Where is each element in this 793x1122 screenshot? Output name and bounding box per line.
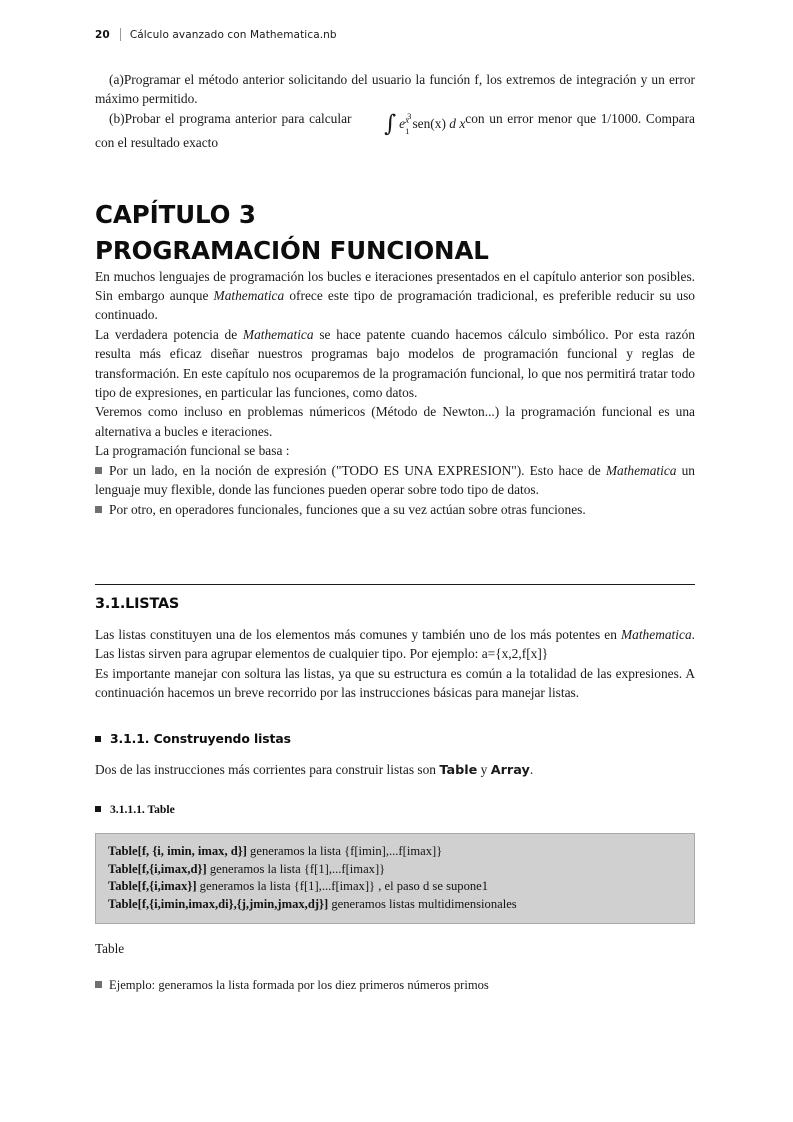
square-bullet-icon [95,506,102,513]
basis-bullet-2 [95,500,695,519]
integrand-base: e [399,115,406,131]
square-bullet-icon [95,981,102,988]
integral-upper-limit: 3 [407,110,412,121]
sec-p1-part1: Las listas constituyen una de los elementos más comunes y también uno de los más potentes en [95,626,621,642]
basis-b1-part1: Por un lado, en la noción de expresión ("TODO ES UNA EXPRESION"). Esto hace de [109,462,606,478]
basis-b1-part2: un lenguaje muy flexible, donde las funciones pueden operar sobre todo tipo de datos. [95,462,695,498]
page-content [95,70,695,996]
subsubsection-heading-table [95,803,695,816]
header-divider [120,28,121,41]
syntax-row [108,878,682,896]
intro-paragraph-1 [95,267,695,325]
exercise-b-text-before: (b)Probar el programa anterior para calcular [109,110,352,126]
syntax-code: Table[f, {i, imin, imax, d}] [108,843,247,858]
subsection-heading-construyendo [95,731,695,746]
syntax-desc: generamos la lista {f[1],...f[imax]} , el paso d se supone1 [196,879,489,894]
intro-p2-italic: Mathematica [242,326,314,342]
keyword-array: Array [490,762,530,778]
syntax-box [95,833,695,924]
example-bullet [95,976,695,995]
section-paragraph-1 [95,625,695,664]
syntax-desc: generamos la lista {f[1],...f[imax]} [206,861,386,876]
chapter-title-block [95,199,695,267]
section-paragraph-2: Es importante manejar con soltura las listas, ya que su estructura es común a la totalidad de las expresiones. A continuación hacemos un breve recorrido por las instrucciones básicas para manejar listas. [95,665,695,701]
integrand-function: sen(x) [412,115,446,131]
subsec-intro-part2: . [529,761,534,777]
syntax-code: Table[f,{i,imin,imax,di},{j,jmin,jmax,dj}] [108,896,329,911]
subsection-heading-label: 3.1.1. Construyendo listas [110,730,291,746]
exercise-b [95,109,695,153]
syntax-desc: generamos listas multidimensionales [328,896,517,911]
integral-formula: ∫ 3 1 $e^x$ sen(x) d x [356,111,465,133]
example-bullet-label: Ejemplo: generamos la lista formada por los diez primeros números primos [109,978,489,993]
paragraph-basa: La programación funcional se basa : [95,443,290,459]
integral-limits [393,110,412,136]
differential: d x [449,115,466,131]
running-header [95,28,337,41]
sec-p1-part2: . Las listas sirven para agrupar elementos de cualquier tipo. Por ejemplo: a={x,2,f[x]} [95,626,695,662]
intro-p1-part2: ofrece este tipo de programación tradicional, es preferible reducir su uso continuado. [95,288,695,323]
document-title: Cálculo avanzado con Mathematica.nb [129,28,337,41]
paragraph-newton: Veremos como incluso en problemas númericos (Método de Newton...) la programación funcional es una alternativa a bucles e iteraciones. [95,404,695,439]
sec-p1-italic: Mathematica [620,626,692,642]
integral-lower-limit: 1 [405,125,410,136]
integrand-exponent: x [405,114,410,125]
chapter-number-line: CAPÍTULO 3 [95,199,256,229]
intro-paragraph-2 [95,325,695,403]
intro-p1-italic: Mathematica [213,288,285,304]
subsubsection-heading-label: 3.1.1.1. Table [110,802,175,816]
square-bullet-icon [95,467,102,474]
syntax-code: Table[f,{i,imax}] [108,879,197,894]
intro-p2-part1: La verdadera potencia de [95,326,243,342]
basis-b1-italic: Mathematica [605,462,677,478]
square-bullet-icon [95,806,101,812]
subsec-intro-part1: Dos de las instrucciones más corrientes para construir listas son [95,761,440,777]
section-heading-listas: 3.1.LISTAS [95,595,180,612]
syntax-row [108,896,682,914]
chapter-name-line: PROGRAMACIÓN FUNCIONAL [95,235,489,265]
subsec-intro-mid: y [477,761,491,777]
intro-p1-part1: En muchos lenguajes de programación los bucles e iteraciones presentados en el capítulo anterior son posibles. Sin embargo aunque [95,268,695,304]
basis-bullet-1 [95,461,695,500]
basis-b2-part1: Por otro, en operadores funcionales, funciones que a su vez actúan sobre otras funciones. [109,501,586,517]
intro-p2-part2: se hace patente cuando hacemos cálculo simbólico. Por esta razón resulta más eficaz diseñar nuestros programas bajo modelos de programación funcional y reglas de transformación. En este capítulo nos ocuparemos de la programación funcional, lo que nos permitirá tratar todo tipo de expresiones, en particular las funciones, como datos. [95,326,695,401]
syntax-desc: generamos la lista {f[imin],...f[imax]} [246,843,443,858]
syntax-row [108,861,682,879]
table-label: Table [95,941,125,957]
exercise-b-text-after: con un error menor que 1/1000. Compara con el resultado exacto [95,110,695,151]
page-number: 20 [95,28,110,41]
syntax-code: Table[f,{i,imax,d}] [108,861,207,876]
square-bullet-icon [95,736,101,742]
syntax-row [108,843,682,861]
exercise-a: (a)Programar el método anterior solicitando del usuario la función f, los extremos de integración y un error máximo permitido. [95,72,695,107]
section-divider [95,584,695,585]
keyword-table: Table [439,762,478,778]
subsection-intro [95,760,695,780]
